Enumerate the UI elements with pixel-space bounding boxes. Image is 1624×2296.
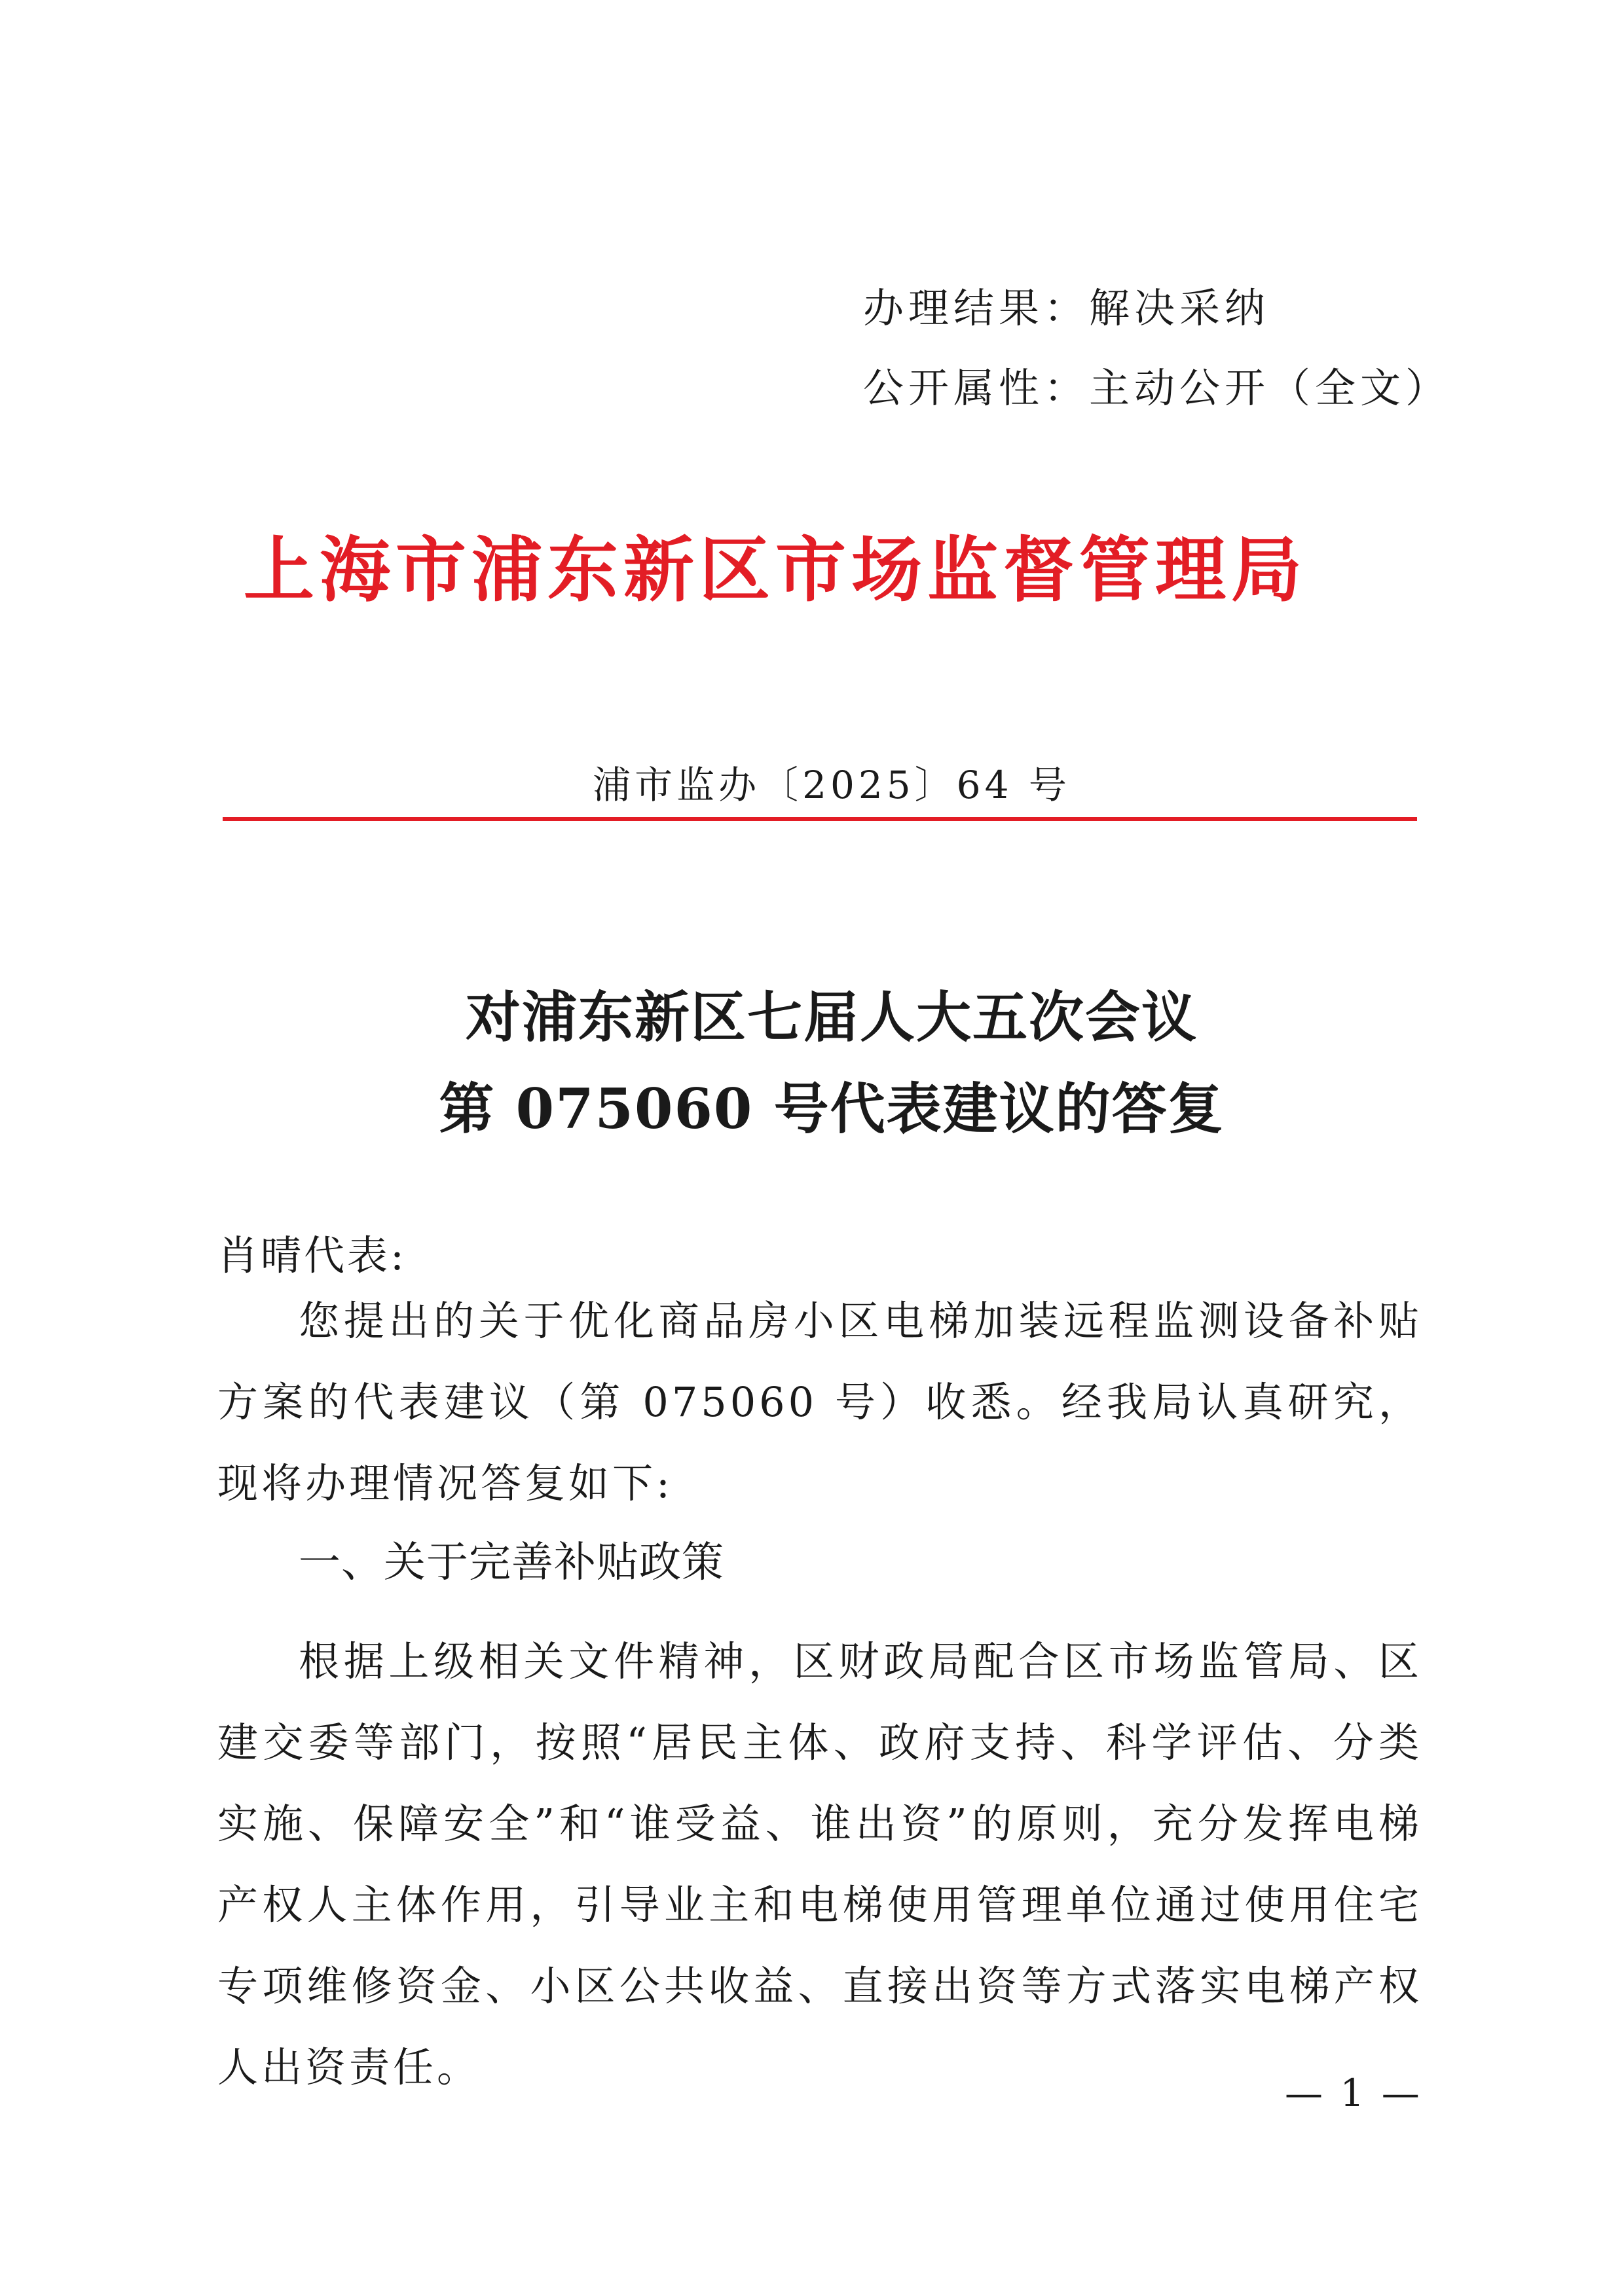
section-heading-1: 一、关于完善补贴政策 — [299, 1539, 724, 1587]
reply-title-line-1: 对浦东新区七届人大五次会议 — [465, 985, 1198, 1049]
salutation: 肖晴代表: — [217, 1231, 407, 1279]
document-number: 浦市监办〔2025〕64 号 — [593, 763, 1071, 807]
page-number: — 1 — — [1285, 2071, 1422, 2115]
organization-name: 上海市浦东新区市场监督管理局 — [244, 530, 1308, 611]
body-paragraph-2: 根据上级相关文件精神，区财政局配合区市场监管局、区建交委等部门，按照“居民主体、政府支持、科学评估、分类实施、保障安全”和“谁受益、谁出资”的原则，充分发挥电梯产权人主体作用，引导业主和电梯使用管理单位通过使用住宅专项维修资金、小区公共收益、直接出资等方式落实电梯产权人出资责任。 — [217, 1637, 1422, 2091]
body-paragraph-1: 您提出的关于优化商品房小区电梯加装远程监测设备补贴方案的代表建议（第 075060 号）收悉。经我局认真研究，现将办理情况答复如下: — [217, 1297, 1422, 1507]
disclosure-attribute: 公开属性：主动公开（全文） — [863, 364, 1451, 412]
handling-result: 办理结果：解决采纳 — [863, 284, 1270, 332]
red-divider-line — [223, 817, 1417, 821]
reply-title-line-2: 第 075060 号代表建议的答复 — [439, 1076, 1225, 1141]
